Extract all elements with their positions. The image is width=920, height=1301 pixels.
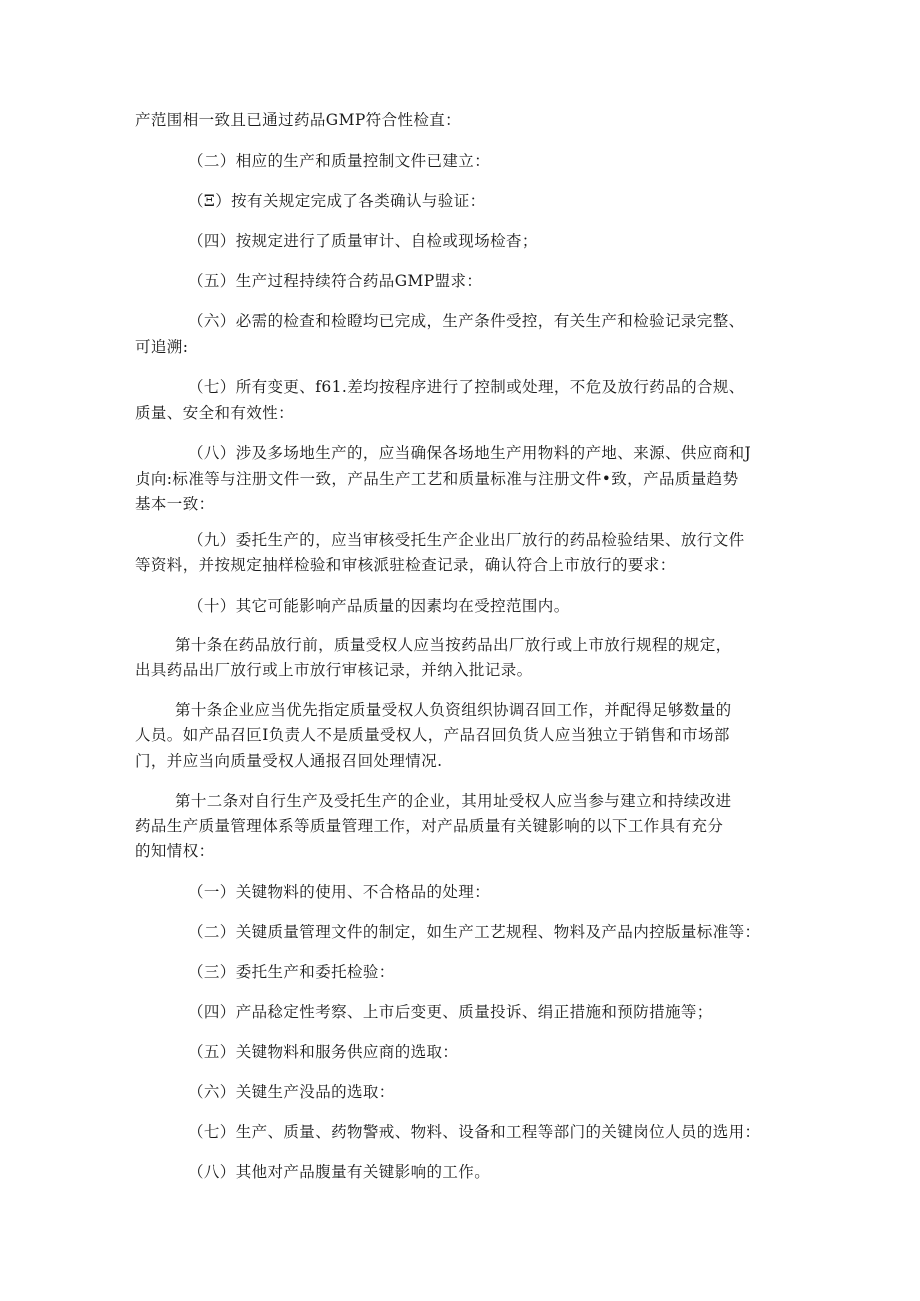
text-line: 质量、安全和有效性： [135,404,295,422]
text-line: （八）涉及多场地生产的，应当确保各场地生产用物料的产地、来源、供应商和J [188,444,752,462]
text-line: （七）所有变更、f61.差均按程序进行了控制或处理，不危及放行药品的合规、 [188,378,745,396]
text-line: （Ξ）按有关规定完成了各类确认与验证： [188,192,486,210]
text-line: 的知情权： [135,842,215,860]
text-line: （六）必需的检查和检瞪均已完成，生产条件受控，有关生产和检验记录完整、 [188,312,745,330]
text-line: （九）委托生产的，应当审核受托生产企业出厂放行的药品检验结果、放行文件 [188,531,745,549]
text-line: （七）生产、质量、药物警戒、物料、设备和工程等部门的关键岗位人员的选用： [188,1123,761,1141]
text-line: 基本一致： [135,495,215,513]
text-line: （八）其他对产品腹量有关键影响的工作。 [188,1163,491,1181]
text-line: （五）生产过程持续符合药品GMP盟求： [188,272,483,290]
text-line: （五）关键物料和服务供应商的选取： [188,1043,459,1061]
text-line: （四）产品稔定性考察、上市后变更、质量投诉、绢正措施和预防措施等； [188,1003,713,1021]
text-line: （四）按规定进行了质量审计、自检或现场检杳； [188,232,538,250]
text-line: 人员。如产品召叵I负责人不是质量受权人，产品召回负货人应当独立于销售和市场部 [135,726,730,744]
text-line: 可追溯: [135,338,189,356]
text-line: （六）关键生产没品的选取： [188,1083,395,1101]
text-line: 第十二条对自行生产及受托生产的企业，其用址受权人应当参与建立和持续改进 [175,792,732,810]
text-line: （十）其它可能影响产品质量的因素均在受控范围内。 [188,597,570,615]
text-line: （二）相应的生产和质量控制文件已建立： [188,152,491,170]
text-line: 贞向:标准等与注册文件一致，产品生产工艺和质量标准与注册文件•致，产品质量趋势 [135,470,739,488]
text-line: 药品生产质量管理体系等质量管理工作，对产品质量有关键影响的以下工作具有充分 [135,817,724,835]
text-line: （三）委托生产和委托检验： [188,963,395,981]
text-line: 门，并应当向质量受权人通报召回处理情况. [135,752,443,770]
text-line: 第十条企业应当优先指定质量受权人负资组织协调召回工作，并配得足够数量的 [175,701,732,719]
text-line: （二）关键质量管理文件的制定，如生产工艺规程、物料及产品内控版量标准等： [188,923,761,941]
text-line: 出具药品出厂放行或上市放行审核记录，并纳入批记录。 [135,661,533,679]
text-line: 产范围相一致且已通过药品GMP符合性检直： [135,111,462,129]
text-line: （一）关键物料的使用、不合格品的处理： [188,883,491,901]
text-line: 第十条在药品放行前，质量受权人应当按药品出厂放行或上市放行规程的规定， [175,636,732,654]
text-line: 等资料，并按规定抽样检验和审核派驻检查记录，确认符合上市放行的要求： [135,556,676,574]
